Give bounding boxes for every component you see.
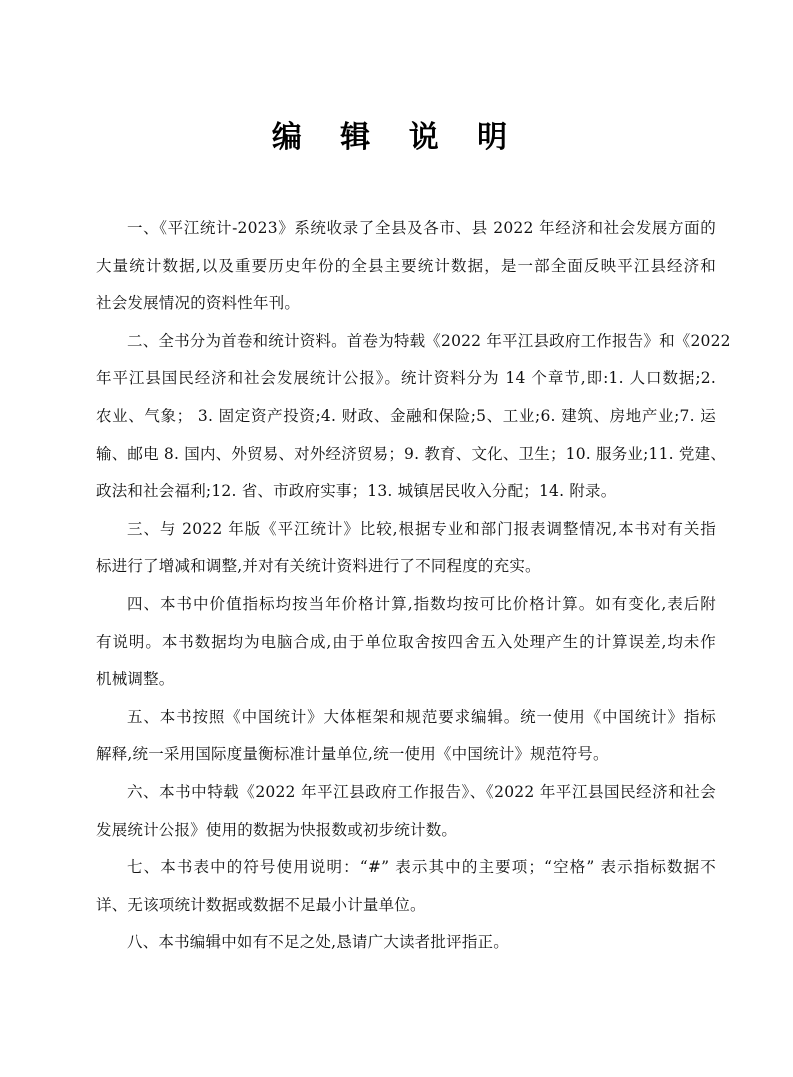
paragraph-line: 八、本书编辑中如有不足之处,恳请广大读者批评指正。 [127,933,509,952]
paragraph-line: 政法和社会福利;12. 省、市政府实事；13. 城镇居民收入分配；14. 附录。 [96,482,617,501]
paragraph-line: 解释,统一采用国际度量衡标准计量单位,统一使用《中国统计》规范符号。 [96,745,609,764]
paragraph-line: 详、无该项统计数据或数据不足最小计量单位。 [96,895,426,914]
document-body [96,213,731,965]
paragraph-line: 二、全书分为首卷和统计资料。首卷为特载《2022 年平江县政府工作报告》和《2022 [127,331,731,350]
paragraph-structure [96,326,731,514]
paragraph-line: 有说明。本书数据均为电脑合成,由于单位取舍按四舍五入处理产生的计算误差,均未作 [96,632,716,651]
paragraph-line: 一、《平江统计-2023》系统收录了全县及各市、县 2022 年经济和社会发展方面的 [127,219,716,237]
paragraph-line: 五、本书按照《中国统计》大体框架和规范要求编辑。统一使用《中国统计》指标 [127,707,716,726]
paragraph-line: 年平江县国民经济和社会发展统计公报》。统计资料分为 14 个章节,即:1. 人口数据;2. [96,369,716,388]
paragraph-special-reports [96,777,716,852]
paragraph-line: 发展统计公报》使用的数据为快报数或初步统计数。 [96,820,458,839]
paragraph-standards [96,702,716,777]
paragraph-line: 社会发展情况的资料性年刊。 [96,294,301,313]
paragraph-closing [96,927,716,965]
paragraph-line: 七、本书表中的符号使用说明：“#” 表示其中的主要项；“空格” 表示指标数据不 [127,858,716,877]
paragraph-intro [96,213,716,326]
paragraph-line: 标进行了增减和调整,并对有关统计资料进行了不同程度的充实。 [96,557,541,576]
paragraph-pricing [96,589,716,702]
paragraph-line: 大量统计数据,以及重要历史年份的全县主要统计数据，是一部全面反映平江县经济和 [96,256,716,275]
paragraph-line: 输、邮电 8. 国内、外贸易、对外经济贸易；9. 教育、文化、卫生；10. 服务业;11. 党建、 [96,444,727,463]
paragraph-line: 机械调整。 [96,670,175,689]
paragraph-line: 六、本书中特载《2022 年平江县政府工作报告》、《2022 年平江县国民经济和社会 [127,782,716,801]
paragraph-comparison [96,514,716,589]
paragraph-line: 三、与 2022 年版《平江统计》比较,根据专业和部门报表调整情况,本书对有关指 [127,519,716,538]
paragraph-line: 四、本书中价值指标均按当年价格计算,指数均按可比价格计算。如有变化,表后附 [127,594,716,613]
paragraph-line: 农业、气象； 3. 固定资产投资;4. 财政、金融和保险;5、工业;6. 建筑、房地产业;7. 运 [96,406,716,425]
page-title: 编 辑 说 明 [271,120,522,155]
paragraph-symbols [96,852,716,927]
